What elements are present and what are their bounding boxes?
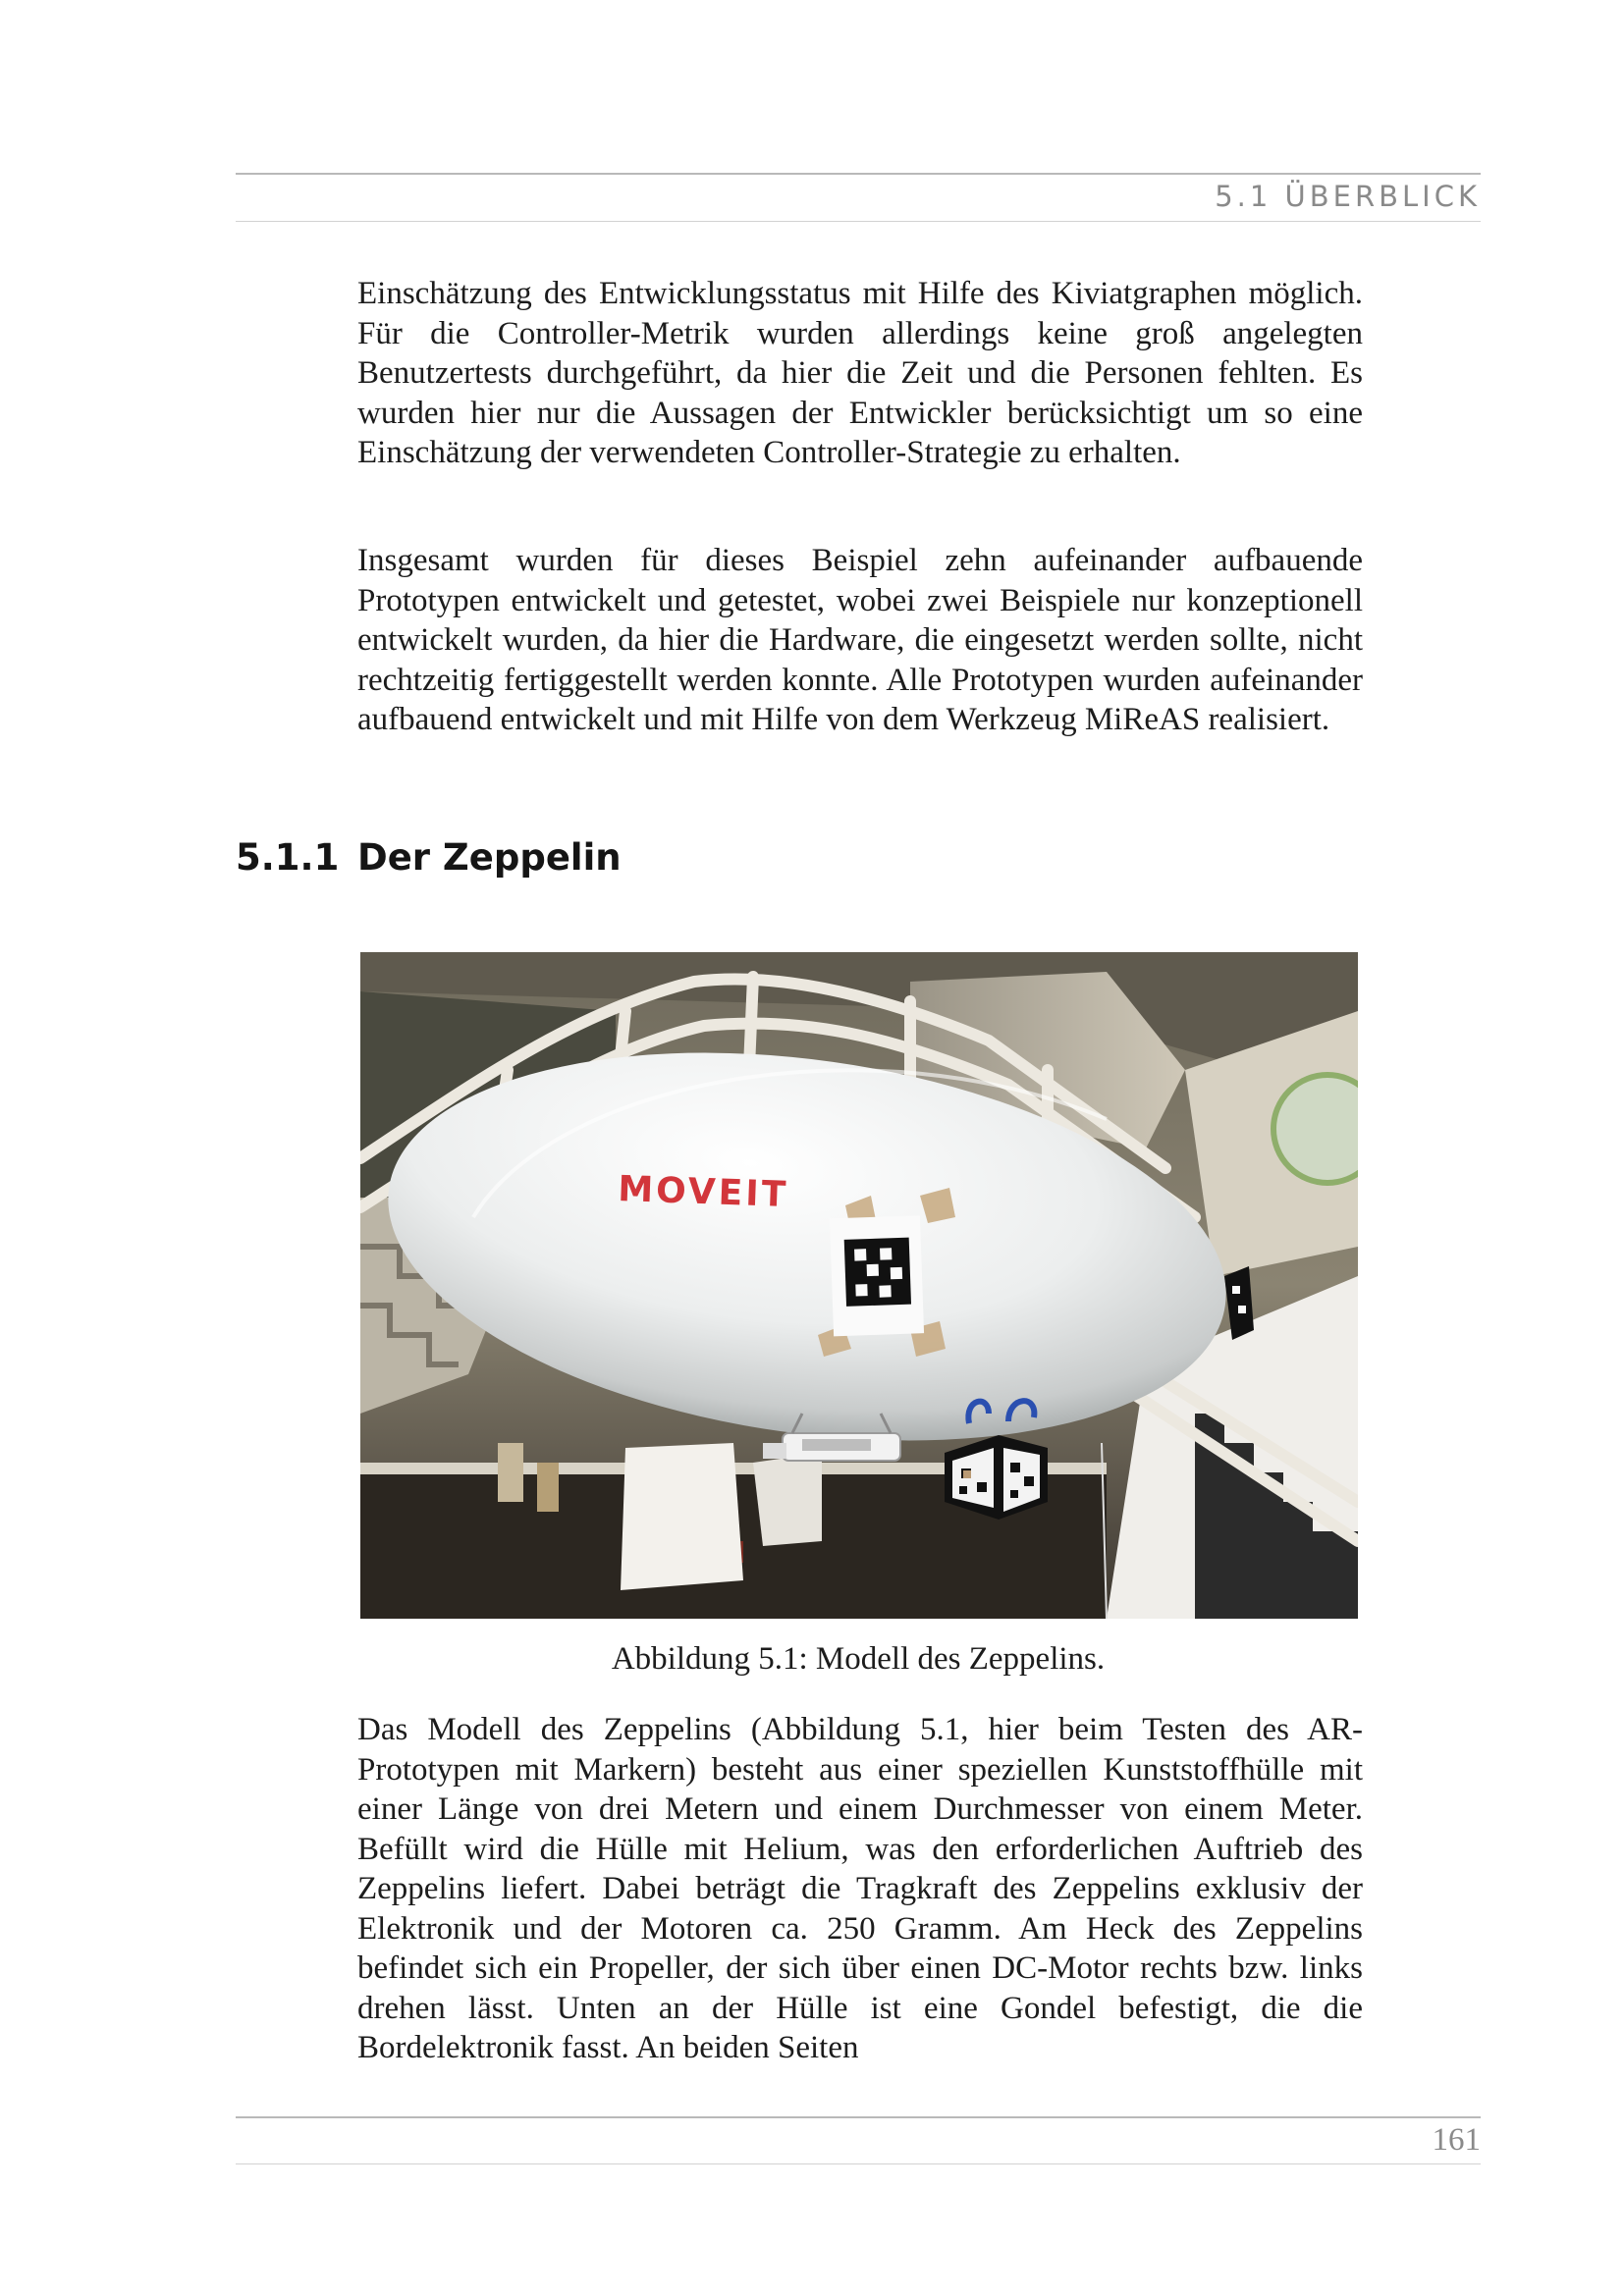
- wall-sign: [1273, 1075, 1358, 1183]
- paragraph-3: [357, 1710, 1363, 2068]
- section-heading: [236, 834, 1316, 881]
- zeppelin-photo: [360, 952, 1358, 1619]
- ar-marker-cube: [945, 1435, 1048, 1520]
- header-bottom-rule: [236, 221, 1481, 222]
- paragraph-3-text: Das Modell des Zeppelins (Abbildung 5.1, hier beim Testen des AR-Prototypen mit Markern) besteht aus einer speziellen Kunststoffhülle mit einer Länge von drei Metern und einem Durchmesser von einem Meter. Befüllt wird die Hülle mit Helium, was den erforderlichen Auftrieb des Zeppelins liefert. Dabei beträgt die Tragkraft des Zeppelins exklusiv der Elektronik und der Motoren ca. 250 Gramm. Am Heck des Zeppelins befindet sich ein Propeller, der sich über einen DC-Motor rechts bzw. links drehen lässt. Unten an der Hülle ist eine Gondel befestigt, die die Bordelektronik fasst. An beiden Seiten: [357, 1712, 1363, 2065]
- section-title: Der Zeppelin: [357, 836, 622, 879]
- footer-bottom-rule: [236, 2163, 1481, 2164]
- paragraph-2-text: Insgesamt wurden für dieses Beispiel zehn aufeinander aufbauende Prototypen entwickelt und getestet, wobei zwei Beispiele nur konzeptionell entwickelt wurden, da hier die Hardware, die eingesetzt werden sollte, nicht rechtzeitig fertiggestellt werden konnte. Alle Prototypen wurden aufeinander aufbauend entwickelt und mit Hilfe von dem Werkzeug MiReAS realisiert.: [357, 543, 1363, 737]
- header-top-rule: [236, 173, 1481, 175]
- zeppelin-logo: MOVEIT: [617, 1169, 789, 1216]
- page-number: 161: [1432, 2122, 1481, 2158]
- footer-top-rule: [236, 2116, 1481, 2118]
- paragraph-1: [357, 274, 1363, 473]
- running-head: 5.1 ÜBERBLICK: [1215, 180, 1481, 213]
- paragraph-1-text: Einschätzung des Entwicklungsstatus mit Hilfe des Kiviatgraphen möglich. Für die Controller-Metrik wurden allerdings keine groß angelegten Benutzertests durchgeführt, da hier die Zeit und die Personen fehlten. Es wurden hier nur die Aussagen der Entwickler berücksichtigt um so eine Einschätzung der verwendeten Controller-Strategie zu erhalten.: [357, 276, 1363, 470]
- paragraph-2: [357, 541, 1363, 740]
- section-number: 5.1.1: [236, 836, 340, 879]
- ar-marker-hull: [830, 1215, 924, 1336]
- figure-caption: Abbildung 5.1: Modell des Zeppelins.: [611, 1641, 1106, 1677]
